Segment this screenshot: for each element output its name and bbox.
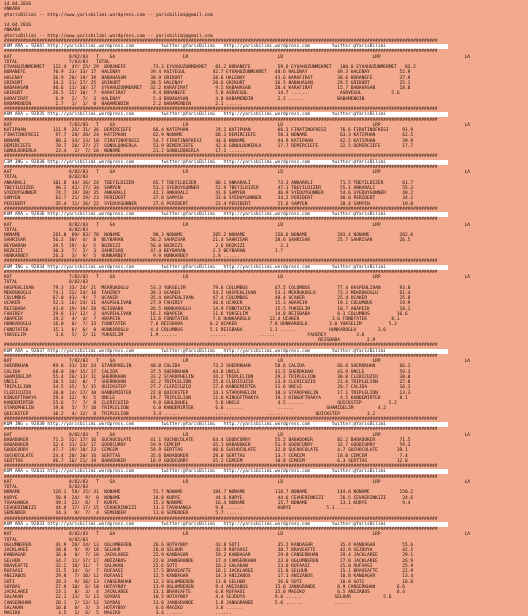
race-row: CEVHERINKIZI 44.9 17/ 17/ 15 CEVHERINKIZI 11.3 TAVAHANGA 9.8 ...... KURYE 5.1 ...... <box>4 506 387 511</box>
separator-line: ################################################################################################################################################################ <box>4 464 438 469</box>
race-row: NONAME 261.8 89/ 83/ 78 NONAME 98.3 NONAME 205.2 NONAME 150.6 NONAME 203.4 NONAME 202.6 <box>4 233 414 238</box>
race-row: REISBABA 2.9 <box>4 338 376 343</box>
race-row: ANKARALI 101.8 44/ 26/ 24 TBEYILDIZER 65.7 TBEYILDIZER 80.1 ANKARALI 73.3 ANKARALI 71.5 TBEYILDIZER 61.7 <box>4 180 414 186</box>
race-row: TRIPLELION 34.5 15/ 5/ 15 QUICKSTEP 27.7 CLERICUZIO 17.6 KANDEMIRTEK 21.6 UNCLE 20.7 CALIDA 16.1 <box>4 385 411 391</box>
separator-line: ################################################################################################################################################################ <box>4 217 438 223</box>
race-row: KAT 7/82/83 T GA LR LD LRP LA <box>4 122 470 128</box>
race-row: STAROPHELIN 19.8 5/ 7/ 10 TRIPLELION 6.0 KANDEMIRTEK 6.6 ...... ...... SHAMIDELIM 4.2 <box>4 406 387 412</box>
race-row: FONDTATEK 15.1 6/ 6/ 8 HUNKAROGLU 4.4 COLUMBUS 5.1 REISBABA 1.1 ...... HUNKAROGLU 3.6 <box>4 327 387 333</box>
race-row: CALIDA 68.0 30/ 15/ 17 CALIDA 37.5 SHERRKHAN 44.8 UNCLE 31.5 SHERRKHAN 43.9 UNCLE 59.3 <box>4 369 411 375</box>
separator-line: ################################################################################################################################################################ <box>4 154 438 160</box>
race-row: ABAPEIK 19.2 4/ 4/ 7 ABAPEIK 12.6 FONDTATEK 7.6 HUNKAROGLU 12.4 UCAKER 3.6 FONDTATEK 8.1 <box>4 317 400 322</box>
separator-line: ################################################################################################################################################################ <box>4 474 438 480</box>
race-row: TOTAL 8/82/83 <box>4 280 454 286</box>
race-row: SEMENDER 14.3 9/ 7/ 4 SEMENDER 11.0 SEMENDER 5.7 ...... <box>4 511 278 517</box>
race-title: KUM ING = 92834 http://yarisbilimi.wordpress.com twitter:@YarisBilimi http://yarisbilimi.wordpress.com twitter:@YarisBilimi <box>4 264 449 270</box>
race-row: NONAME 80.3 34/ 23/ 10 FIRATINOFKESI 54.7 FIRATINOFKESI 44.6 NONAME 44.9 KATIPHAN 42.5 KATIPHAN 39.9 <box>4 138 414 144</box>
race-row: SAMYEN 63.7 21/ 29/ 23 PERIDERT 37.0 SAMYEN 33.6 SYEDUYGUNNER 34.2 PERIDERT 40.0 PERIDERT 34.2 <box>4 196 414 202</box>
race-row: BABADOKER 71.2 32/ 17/ 16 SUCHOCOLATE 41.1 SUCHOCOLATE 64.4 GOODCURRY 55.2 BABADOKER 82.2 BABADOKER 71.5 <box>4 437 411 443</box>
separator-line: ################################################################################################################################################################ <box>4 38 438 44</box>
race-row: SALAKAN 10.0 8/ 3/ 3 HOTAYBOY 6.6 MAGIKO 3.6 ...... <box>4 605 275 611</box>
race-row: TOTAL 8/82/83 <box>4 227 454 233</box>
race-row: KAT 7/82/83 T GA LR LD LRP LA <box>4 275 470 280</box>
race-row: KAT 8/82/83 T GA LR LD LRP LA <box>4 479 470 485</box>
separator-line: ################################################################################################################################################################ <box>4 416 438 422</box>
separator-line: ################################################################################################################################################################ <box>4 343 438 349</box>
race-row: SELHUR 34.7 11/ 17/ 17 ANIZABOS 22.8 JANOGRANDE 17.4 CANSERKHAN 23.0 OGLUMBEREN 27.8 JACKLAREE 26.9 <box>4 558 414 564</box>
race-row: MEKRUKOGLU 74.1 22/ 24/ 18 FAHIREY 39.3 UCAKER 54.2 HASPEHLIVAN 53.1 MEKRUKOGLU 73.3 MEKRUKOGLU 61.4 <box>4 290 411 296</box>
race-row: SOTI 28.3 9/ 10/ 13 CANSERKHAN 12.3 OGLUMBEREN 11.0 SELHUR 16.6 SOTI 10.8 SOTI 10.8 <box>4 579 414 585</box>
race-row: HALENAY 36.9 28/ 19/ 19 BABAHASAN 38.9 GRIKURT 38.6 HALENAY 43.6 KARAFIRAT 38.6 BORANEFE 37.9 <box>4 75 411 81</box>
race-row: TOTAL 8/82/83 <box>4 175 454 181</box>
race-row: PERIDERT 35.4 11/ 26/ 22 SYEDUYGUNNER 27.6 PERIDERT 23.4 PERIDERT 11.6 SAMYEN 20.4 SAMYEN 19.0 <box>4 201 414 207</box>
header-line: 14.04.2016 <box>4 23 32 28</box>
race-row: BEYBARAN 39.5 19/ 6/ 5 BOZKIZI 56.0 BOZKIZI 2.6 BOZKIZI 2.1 <box>4 243 289 249</box>
race-row: KANDAGAR 36.0 8/ 7/ 18 JACKLAREE 22.9 KANDAGAR 19.2 KANDAGAR 29.8 CANSERKHAN 29.4 JACKLAREE 29.1 <box>4 553 414 559</box>
race-title: KUM ARA = 92837 http://yarisbilimi.wordpress.com twitter:@YarisBilimi http://yarisbilimi.wordpress.com twitter:@YarisBilimi <box>4 348 449 354</box>
separator-line: ################################################################################################################################################################ <box>4 164 438 170</box>
race-row: GOODCURRY 47.7 19/ 18/ 23 CEMCEM 59.9 SERTTAS 40.6 SUCHOCOLATE 32.8 SUCHOCOLATE 4.7 SUCHOCOLATE 39.1 <box>4 448 408 454</box>
separator-line: ################################################################################################################################################################ <box>4 527 438 532</box>
race-row: BABADOKER 32.4 31/ 23/ 17 GOODCURRY 59.9 CEMCEM 45.1 BABADOKER 51.9 GOODCURRY 32.7 GOODCURRY 59.3 <box>4 443 411 448</box>
race-row: MAGIKO 3.5 1/ 6/ 5 MAGIKO 3.4 ...... ...... <box>4 611 265 616</box>
race-row: RUFAASI 31.5 14/ 6/ 7 RUFAASI 17.5 BRAVEAFTE 16.1 JACKLAREE 21.0 SELHUR 15.1 BRAVEAFTE 22.9 <box>4 569 414 574</box>
race-row: KARAFIRAT 6.9 2/ 7/ 3 HALENAY 5.4 BABAHASAN 4.8 BABAMENDIN 2.2 ...... BABAMENDIN <box>4 96 389 102</box>
race-row: YUKSELIM 3.6 5/ 2/ 11 YUKSELIM 1.9 ...... ...... ...... FAHIREY 3.6 <box>4 332 365 338</box>
race-row: SHERRKHAN 89.8 33/ 24/ 24 STAROPHELIN 48.0 CALIDA 73.2 SHERRKHAN 58.6 CALIDA 66.8 SHERRKHAN 66.1 <box>4 364 411 370</box>
race-row: QUICKSTEP 16.2 4/ 12/ 8 TRIPLELION 3.4 ...... ...... ...... QUICKSTEP 3.2 <box>4 411 376 417</box>
race-row: BRAVEAFTE 32.2 10/ 11/ 7 SALAKAN 22.6 SOTI 16.2 SALAKAN 23.0 RUFAASI 25.0 RUFAASI 25.9 <box>4 563 414 569</box>
race-row: JACKLAREE 38.0 9/ 9/ 18 SELHUR 26.0 SELHUR 42.9 RUFAASI 30.7 BRAVEAFTE 42.9 SEJDUYA 42.1 <box>4 548 414 553</box>
header-line: ANKARA <box>4 28 21 34</box>
race-row: GRIKURT 34.2 21/ 27/ 25 GRIKURT 38.5 HALENAY 20.6 GRIKURT 36.5 BABAHASAN 29.5 GRIKURT 25.1 <box>4 80 411 86</box>
race-row: KAT 8/82/83 T GA LR LD LRP LA <box>4 532 470 538</box>
race-row: KAT 8/82/83 T GA LR LD LRP LA <box>4 170 470 175</box>
header-line: @YarisBilimi -- http://www.yarisbilimi.wordpress.com -- yarisbilimi@gmail.com <box>4 12 213 18</box>
race-row: SERTTAS 46.7 16/ 21/ 19 BABADOKER 16.9 GOODCURRY 35.2 CEMCEM 10.8 CEMCEM 6.3 SERTTAS 12.8 <box>4 458 408 464</box>
header-line: 14.04.2016 <box>4 2 32 7</box>
race-row: TOTAL 7/83/83 TUTAL <box>4 59 454 65</box>
separator-line: ################################################################################################################################################################ <box>4 269 438 275</box>
race-row: KAT 8/K2/83 T GA LR LD LRP LA <box>4 54 470 60</box>
header-line: ANKARA <box>4 7 21 13</box>
race-row: KURYE 50.9 24/ 9/ 8 NONAME 18.8 KURYE 44.6 KURYE 44.6 CEVHERINKIZI 26.5 CEVHERINKIZI 24.6 <box>4 495 414 501</box>
race-row: SALAKAN 22.1 13/ 5/ 13 SOYBAS 10.5 HOTAYBOY 4.4 SEJDUYA 9.0 ...... SELHUR 5.6 <box>4 595 392 601</box>
separator-line: ################################################################################################################################################################ <box>4 516 438 522</box>
race-row: NONAME 128.1 58/ 25/ 31 NONAME 55.7 NONAME 184.7 NONAME 118.7 NONAME 144.0 NONAME 150.2 <box>4 490 414 496</box>
race-row: BABAMENDIN 1.7 1/ 1/ 0 BABAMENDIN 2.2 BABAMENDIN 2.1 ...... <box>4 101 275 107</box>
header-line: @YarisBilimi -- http://www.yarisbilimi.wordpress.com -- yarisbilimi@gmail.com <box>4 33 213 39</box>
race-title: KUM ARA = 92833 http://yarisbilimi.wordpress.com twitter:@YarisBilimi http://yarisbilimi.wordpress.com twitter:@YarisBilimi <box>4 521 449 527</box>
race-title: KUM ARA = 9284l http://yarisbilimi.wordpress.com twitter:@YarisBilimi http://yarisbilimi.wordpress.com twitter:@YarisBilimi <box>4 44 449 49</box>
race-row: CLERICUZIO 30.0 14/ 17/ 10 KANDEMIRTEK 22.8 QUICKSTEP 14.3 STAROPHELIN 18.3 STAROPHELIN 17.1 TRIPLELION 13.3 <box>4 390 411 396</box>
race-row: TOTAL 8/82/83 <box>4 537 454 543</box>
race-row: UNCLE 38.5 34/ 8/ 7 SHERRKHAN 32.2 TRIPLELION 25.0 CLERICUZIO 23.0 CLERICUZIO 21.6 TRIPLELION 27.0 <box>4 380 411 385</box>
race-title: KUM ARA = 92831 http://yarisbilimi.wordpress.com twitter:@YarisBilimi http://yarisbilimi.wordpress.com twitter:@YarisBilimi <box>4 469 449 475</box>
separator-line: ################################################################################################################################################################ <box>4 49 438 55</box>
race-row: TAVAHANGA 49.3 22/ 8/ 7 KURYE 15.3 NONAME 16.4 NONAME 15.7 NONAME 13.1 KURYE 9.4 <box>4 500 411 506</box>
race-row: SYEDUYGUNNER 74.7 19/ 20/ 35 ANKARALI 42.1 ANKARALI 41.6 SAMYEN 46.9 SYEDUYGUNNER 54.6 SYEDUYGUNNER 40.2 <box>4 191 414 196</box>
race-row: EYVAHUZUNMEKMET 112.4 4Y/ 25/ 29 BORANEFE 73.3 EYVAHUZUNMEKMET 81.2 BORANEFE 59.6 EYVAHUZUNMEKMET 100.0 EYVAHUZUNMEKMET 83.2 <box>4 65 416 70</box>
separator-line: ################################################################################################################################################################ <box>4 206 438 212</box>
separator-line: ################################################################################################################################################################ <box>4 117 438 123</box>
separator-line: ################################################################################################################################################################ <box>4 427 438 433</box>
race-row: OGLUMBEREN 41.9 28/ 24/ 13 OGLUMBEREN 26.6 HOTAYBOY 43.8 SOTI 35.2 KANDAGAR 35.4 KANDAGAR 55.6 <box>4 542 414 548</box>
race-row: CANSERKHAN 20.1 2/ 13/ 12 SOYBAS 11.8 JANOGRANDE 1.8 JANOGRANDE 5.6 ...... ...... <box>4 600 384 606</box>
race-row: TBEYILDIZER 96.2 42/ 27/ 34 SAMYEN 53.2 SYEDUYGUNNER 52.9 TBEYILDIZER 47.1 TBEYILDIZER 55.1 ANKARALI 55.3 <box>4 185 414 191</box>
race-row: FAHIREY 29.6 13/ 12/ 2 HASPEHLIVAN 16.1 ABAPEIK 11.6 YUKSELIM 14.0 REISBABA 8.1 COLUMBUS 16.6 <box>4 311 408 317</box>
race-row: KAT 8/82/83 T GA LR LD LRP LA <box>4 432 470 438</box>
race-row: ANIZABOS 29.8 7/ 10/ 12 RUFAASI 12.5 KANDAGAR 14.3 ANIZABOS 17.1 ANIZABOS 10.8 KANDAGAR 13.4 <box>4 574 414 580</box>
race-row: BORANEFE 70.9 23/ 33/ 17 HALENAY 39.4 ASIYEGUL 42.7 EYVAHUZUNMEKMET 48.6 HALENAY 49.3 HALENAY 52.9 <box>4 70 411 76</box>
separator-line: ################################################################################################################################################################ <box>4 107 438 112</box>
race-row: KAT 7/82/83 T GA LR LD LRP LA <box>4 359 470 364</box>
race-row: SOYBAS 27.9 10/ 6/ 10 HOTAYBOY 13.9 OGLUMBEREN 9.4 ANIZABOS 15.0 JANOGRANDE 8.9 CANSERKHAN 6.6 <box>4 584 405 590</box>
race-title: KUM ING = 92830 http://yarisbilimi.wordpress.com twitter:@YarisBilimi http://yarisbilimi.wordpress.com twitter:@YarisBilimi <box>4 422 449 427</box>
race-row: SAHRISAR 56.2 30/ 4/ 8 BEYBARAN 56.2 SAHRISAR 21.4 SAHRISAR 28.6 SAHRISAR 25.7 SAHRISAR 26.5 <box>4 238 411 244</box>
race-row: TOTAL 8/82/83 <box>4 485 454 490</box>
race-row: COLUMBUS 67.0 43/ 9/ 7 UCAKER 35.4 HASPEHLIVAN 47.4 COLUMBUS 48.4 UCAKER 25.4 UCAKER 25.8 <box>4 296 411 301</box>
race-row: UCAKER 52.3 16/ 24/ 11 HASPEHLIVAN 27.9 FAHIREY 36.6 UCAKER 15.3 ABAPEIK 19.1 COLUMBUS 19.9 <box>4 301 411 307</box>
race-row: FIRATINOFKESI 97.7 28/ 20/ 24 KATIPHAN 62.9 NONAME 68.3 DEMIRCIEFE 50.3 NONAME 63.3 KATIPHAN 62.5 <box>4 133 414 139</box>
race-row: HASPEHLIVAN 79.3 33/ 24/ 21 MEKRUKOGLU 53.3 YUKSELIM 79.6 COLUMBUS 67.5 COLUMBUS 77.4 HASPEHLIVAN 93.8 <box>4 285 411 291</box>
race-row: KANDEMIRTEK 25.6 7/ 7/ 8 CLERICUZIO 9.0 GOULDOHEL 5.8 UNCLE 4.5 ...... QUICKSTEP 5.2 <box>4 401 397 406</box>
race-row: DEMIRCIEFE 70.7 20/ 27/ 27 GONULDOKERLA 53.9 DEMIRCIEFE 42.6 GONULDOKERLA 17.7 DEMIRCIEFE 22.5 DEMIRCIEFE 17.7 <box>4 143 414 149</box>
race-title: KUM ARA = 92836 http://yarisbilimi.wordpress.com twitter:@YarisBilimi http://yarisbilimi.wordpress.com twitter:@YarisBilimi <box>4 212 449 217</box>
race-row: KINGOFTRAKYA 29.4 12/ 9/ 5 UNCLE 19.7 TRIPLELION 11.8 KINGOFTRAKYA 19.3 KINGOFTRAKYA 4.5 KANDEMIRTEK 8.1 <box>4 395 408 401</box>
race-title: CIM ING = 92838 http://yarisbilimi.wordpress.com twitter:@YarisBilimi http://yarisbilimi.wordpress.com twitter:@YarisBilimi <box>4 159 449 165</box>
separator-line: ################################################################################################################################################################ <box>4 353 438 359</box>
race-row: KAT 8/82/83 T GA LR LD LRP LA <box>4 222 470 228</box>
race-row: SUCHOCOLATE 24.4 20/ 20/ 16 SERTTAS 35.6 BABADOKER 28.0 SERTTAS 13.7 CEMCEM 18.0 CEMCEM 7.4 <box>4 453 408 459</box>
race-row: HUNKARBEY 20.3 3/ 9/ 5 HUNKARBEY 9.9 HUNKARBEY 1.8 ...... <box>4 254 275 259</box>
race-row: JACKLAREE 23.1 8/ 3/ 4 JACKLAREE 13.1 BRAVEAFTE 6.8 RUFAASI 15.0 MAGIKO 6.5 ANIZABOS 6.4 <box>4 590 405 595</box>
race-row: GRIKURT 26.5 15/ 10/ 7 KARAFIRAT 9.4 BORANEFE 5.8 ASRVEGUL 14.7 ...... ASRVEGUL 5.6 <box>4 91 400 97</box>
race-row: BABAHASAN 40.6 11/ 10/ 17 EYVAHUZUNMEKMET 32.2 KARAFIRAT 9.5 BABAHASAN 20.4 KARAFIRAT 15.7 BABAHASAN 18.0 <box>4 86 411 91</box>
separator-line: ################################################################################################################################################################ <box>4 259 438 265</box>
race-row: GONULDOKERLA 23.4 2/ 7/ 16 NONAME 21.2 GONULDOKERLA 17.1 ...... <box>4 149 278 154</box>
race-row: HUNKAROGLU 16.0 0/ 7/ 13 FONDTATEK 7.6 REISBABA 6.2 UCAKER 7.8 HUNKAROGLU 3.0 YUKSELIM 5.2 <box>4 322 397 328</box>
race-row: KATIPHAN 111.9 35/ 31/ 36 DEMIRCIEFE 66.4 KATIPHAN 74.1 KATIPHAN 66.3 FIRATINOFKESI 76.6 FIRATINOFKESI 91.9 <box>4 128 414 133</box>
race-row: SHAMIDELIM 55.4 26/ 13/ 11 SHERRKHAN 33.2 STAROPHELIN 34.2 TRIPLELION 29.3 TRIPLELION 30.0 CLERICUZIO 30.0 <box>4 374 411 380</box>
race-row: REISBABA 43.8 19/ 19/ 20 REISBABA 26.5 HUNKAROGLU 14.9 FONDTATEK 15.5 YUKSELIM 10.7 ABAPEIK 18.1 <box>4 306 411 312</box>
race-title: KUM ARA = 92835 http://yarisbilimi.wordpress.com twitter:@YarisBilimi http://yarisbilimi.wordpress.com twitter:@YarisBilimi <box>4 112 449 118</box>
race-row: BOZKIZI 30.3 7/ 2/ 3 SAHRISAR 47.4 BEYBARAN 2.3 BEYBARAN 1.7 <box>4 248 284 254</box>
